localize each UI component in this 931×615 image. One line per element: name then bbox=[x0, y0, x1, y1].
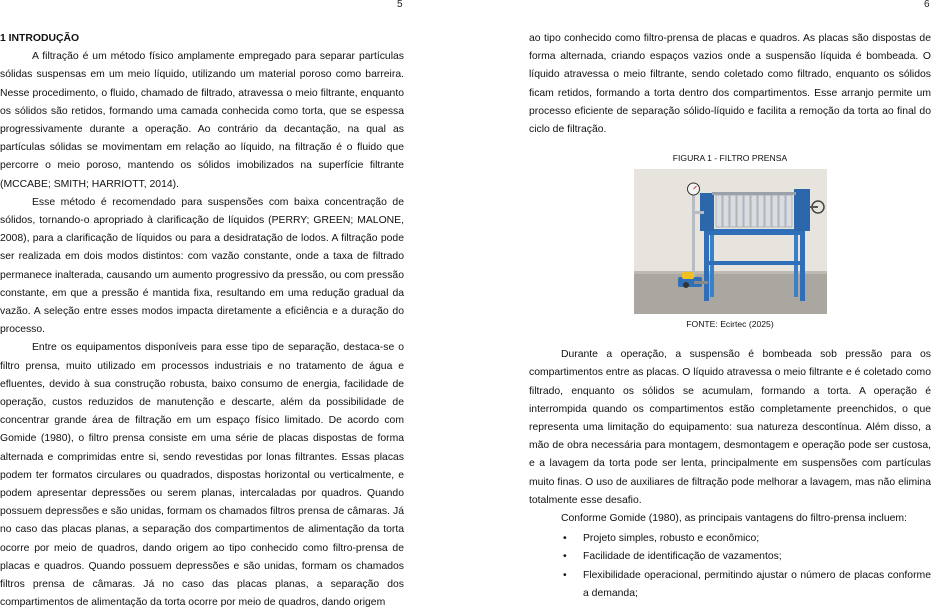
list-item-text: Facilidade de identificação de vazamentos; bbox=[583, 551, 782, 563]
filter-press-photo bbox=[634, 169, 827, 314]
paragraph: Conforme Gomide (1980), as principais vantagens do filtro-prensa incluem: bbox=[561, 513, 907, 525]
figure-source: FONTE: Ecirtec (2025) bbox=[686, 319, 774, 330]
paragraph: A filtração é um método físico amplamente empregado para separar partículas sólidas suspensas em um meio líquido, utilizando um material poroso como barreira. Nesse procedimento, o fluido, chamado de filtrado, atravessa o meio filtrante, enquanto os sólidos são retidos, formando uma camada conhecida como torta, que se espessa progressivamente durante a operação. Ao contrário da decantação, na qual as partículas sólidas se movimentam em relação ao líquido, na filtração é o fluido que percorre o meio poroso, mantendo os sólidos imobilizados na superfície filtrante (MCCABE; SMITH; HARRIOTT, 2014). bbox=[0, 51, 404, 190]
advantages-list bbox=[529, 530, 931, 603]
paragraph: Durante a operação, a suspensão é bombeada sob pressão para os compartimentos entre as placas. O líquido atravessa o meio filtrante e é coletado como filtrado, enquanto os sólidos se acumulam, formando a torta. A operação é interrompida quando os compartimentos estão completamente preenchidos, o que representa uma limitação do equipamento: sua natureza descontínua. Além disso, a mão de obra necessária para montagem, desmontagem e operação pode ser custosa, e a lavagem da torta pode ser lenta, principalmente em suspensões com partículas muito finas. O uso de auxiliares de filtração pode melhorar a lavagem, mas não elimina totalmente esse desafio. bbox=[529, 349, 931, 506]
section-heading: 1 INTRODUÇÃO bbox=[0, 33, 80, 44]
bullet: • bbox=[563, 569, 567, 581]
list-item-text: Flexibilidade operacional, permitindo ajustar o número de placas conforme a demanda; bbox=[583, 569, 931, 599]
paragraph: Entre os equipamentos disponíveis para esse tipo de separação, destaca-se o filtro prensa, muito utilizado em processos industriais e no tratamento de água e efluentes, devido à sua construção robusta, baixo consumo de energia, facilidade de operação, custos reduzidos de manutenção e descarte, além da possibilidade de concentrar grande área de filtração em um espaço físico limitado. De acordo com Gomide (1980), o filtro prensa consiste em uma série de placas dispostas de forma alternada e comprimidas entre si, sendo revestidas por lonas filtrantes. Essas placas podem ter formatos circulares ou quadrados, dispostas horizontal ou verticalmente, e podem apresentar depressões ou serem planas, intercaladas por quadros. Quando possuem depressões e são unidas, formam os chamados filtros prensa de câmaras. Já no caso das placas planas, a separação dos compartimentos de alimentação da torta ocorre por meio de quadros, dando origem ao tipo conhecido como filtro-prensa de placas e quadros. Quando possuem depressões e são unidas, formam os chamados filtros prensa de câmaras. Já no caso das placas planas, a separação dos compartimentos de alimentação da torta ocorre por meio de quadros, dando origem bbox=[0, 342, 404, 609]
paragraph-continuation: ao tipo conhecido como filtro-prensa de placas e quadros. As placas são dispostas de forma alternada, criando espaços vazios onde a suspensão líquida é bombeada. O líquido atravessa o meio filtrante, sendo coletado como filtrado, enquanto os sólidos ficam retidos, formando a torta dentro dos compartimentos. Esse arranjo permite um processo eficiente de separação sólido-líquido e facilita a remoção da torta ao final do ciclo de filtração. bbox=[529, 33, 931, 136]
figure-caption: FIGURA 1 - FILTRO PRENSA bbox=[672, 153, 788, 164]
list-item bbox=[529, 530, 931, 548]
page-number-left: 5 bbox=[397, 0, 403, 10]
list-item bbox=[529, 548, 931, 566]
right-page-text bbox=[529, 30, 931, 603]
left-page-text bbox=[0, 30, 404, 613]
page-number-right: 6 bbox=[924, 0, 930, 10]
list-item-text: Projeto simples, robusto e econômico; bbox=[583, 533, 760, 545]
paragraph: Esse método é recomendado para suspensões com baixa concentração de sólidos, tornando-o apropriado à clarificação de líquidos (PERRY; GREEN; MALONE, 2008), para a clarificação de líquidos ou para a desidratação de lodos. A filtração pode ser realizada em dois modos distintos: com vazão constante, onde a taxa de filtrado permanece inalterada, causando um aumento progressivo da pressão, ou com pressão constante, em que a pressão é mantida fixa, resultando em uma redução gradual da vazão. A seleção entre esses modos impacta diretamente a eficiência e a duração do processo. bbox=[0, 196, 404, 336]
list-item bbox=[529, 567, 931, 603]
bullet: • bbox=[563, 551, 567, 563]
bullet: • bbox=[563, 533, 567, 545]
